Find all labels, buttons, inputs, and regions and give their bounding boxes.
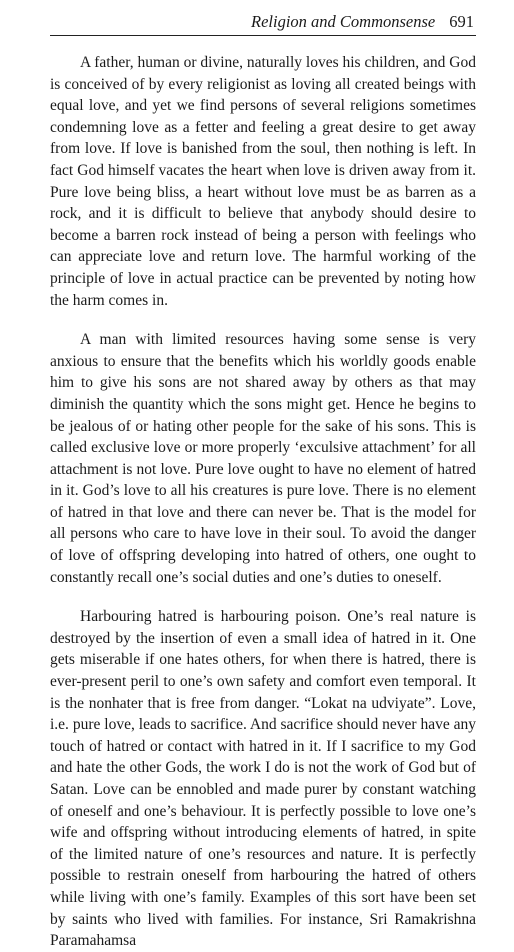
page-number: 691 bbox=[449, 12, 474, 31]
running-title: Religion and Commonsense bbox=[251, 12, 436, 31]
body-text bbox=[50, 52, 476, 952]
paragraph-3: Harbouring hatred is harbouring poison. One’s real nature is destroyed by the insertion of even a small idea of hatred in it. One gets miserable if one hates others, for when there is hatred, there is ever-present peril to one’s own safety and comfort even temporal. It is the nonhater that is free from danger. “Lokat na udviyate”. Love, i.e. pure love, leads to sacrifice. And sacrifice should never have any touch of hatred or contact with hatred in it. If I sacrifice to my God and hate the other Gods, the work I do is not the work of God but of Satan. Love can be ennobled and made purer by constant watching of oneself and one’s behaviour. It is perfectly possible to love one’s wife and offspring without introducing elements of hatred, in spite of the limited nature of one’s resources and nature. It is perfectly possible to restrain oneself from harbouring the hatred of others while living with one’s family. Examples of this sort have been set by saints who lived with families. For instance, Sri Ramakrishna Paramahamsa bbox=[50, 608, 476, 950]
paragraph-1: A father, human or divine, naturally loves his children, and God is conceived of by every religionist as loving all created beings with equal love, and yet we find persons of several religions sometimes condemning love as a fetter and feeling a great desire to get away from love. If love is banished from the soul, then nothing is left. In fact God himself vacates the heart when love is driven away from it. Pure love being bliss, a heart without love must be as barren as a rock, and it is difficult to believe that anybody should desire to become a barren rock instead of being a person with feelings who can appreciate love and return love. The harmful working of the principle of love in actual practice can be prevented by noting how the harm comes in. bbox=[50, 54, 476, 309]
paragraph-2: A man with limited resources having some sense is very anxious to ensure that the benefits which his worldly goods enable him to give his sons are not shared away by others as that may diminish the quantity which the sons might get. Hence he begins to be jealous of or hating other people for the sake of his sons. This is called exclusive love or more properly ‘exculsive attachment’ for all attachment is not love. Pure love ought to have no element of hatred in it. God’s love to all his creatures is pure love. There is no element of hatred in that love and there can never be. That is the model for all persons who care to have love in their soul. To avoid the danger of love of offspring developing into hatred of others, one ought to constantly recall one’s social duties and one’s duties to oneself. bbox=[50, 331, 476, 586]
running-header bbox=[50, 12, 476, 36]
